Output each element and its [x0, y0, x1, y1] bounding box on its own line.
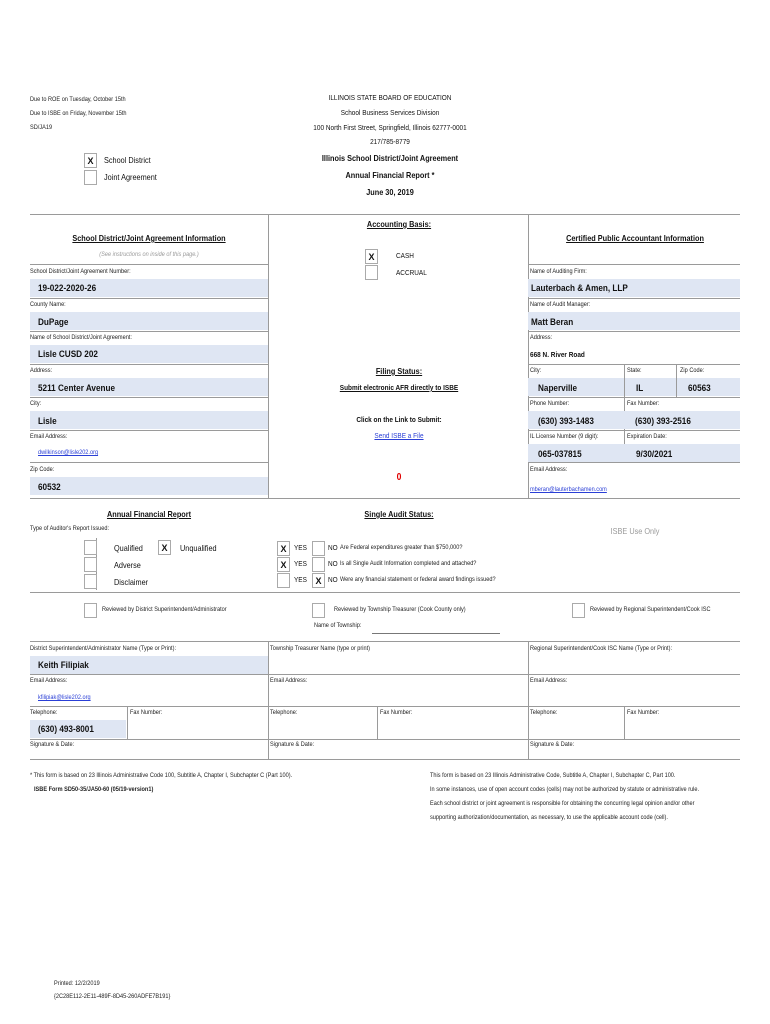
- unqualified-checkbox[interactable]: X: [158, 540, 171, 555]
- district-admin-phone-field[interactable]: (630) 493-8001: [38, 724, 94, 735]
- district-number-field[interactable]: 19-022-2020-26: [38, 283, 97, 294]
- footer-note-left: * This form is based on 23 Illinois Administrative Code 100, Subtitle A, Chapter I, Subchapter C (Part 100).: [30, 772, 293, 779]
- township-review-checkbox[interactable]: [312, 603, 325, 618]
- cpa-section-title: Certified Public Accountant Information: [566, 233, 704, 243]
- township-signature-label: Signature & Date:: [270, 741, 315, 748]
- form-number: ISBE Form SD50-35/JA50-60 (05/19-version1): [34, 786, 154, 793]
- agency-name: ILLINOIS STATE BOARD OF EDUCATION: [328, 93, 452, 102]
- township-email-label: Email Address:: [270, 677, 308, 684]
- footer-note-right-3: Each school district or joint agreement is responsible for obtaining the concurring legal opinion and/or other: [430, 800, 695, 807]
- qualified-label: Qualified: [114, 543, 143, 553]
- district-email-label: Email Address:: [30, 433, 68, 440]
- printed-date: Printed: 12/2/2019: [54, 980, 100, 987]
- single-audit-title: Single Audit Status:: [364, 509, 434, 519]
- district-admin-name-field[interactable]: Keith Filipiak: [38, 660, 89, 671]
- cpa-address-field[interactable]: 668 N. River Road: [530, 350, 585, 359]
- cpa-fax-label: Fax Number:: [627, 400, 660, 407]
- county-field[interactable]: DuPage: [38, 317, 69, 328]
- district-number-label: School District/Joint Agreement Number:: [30, 268, 131, 275]
- firm-label: Name of Auditing Firm:: [530, 268, 587, 275]
- district-section-title: School District/Joint Agreement Information: [72, 233, 226, 243]
- cpa-state-label: State:: [627, 367, 642, 374]
- audit-q1-yes-checkbox[interactable]: X: [277, 541, 290, 556]
- cpa-address-label: Address:: [530, 334, 553, 341]
- township-treasurer-name-label: Township Treasurer Name (type or print): [270, 645, 371, 652]
- audit-q2-yes-label: YES: [294, 559, 307, 568]
- regional-phone-label: Telephone:: [530, 709, 558, 716]
- audit-q2-text: Is all Single Audit Information completed and attached?: [340, 560, 477, 567]
- cpa-fax-field[interactable]: (630) 393-2516: [635, 416, 691, 427]
- manager-label: Name of Audit Manager:: [530, 301, 591, 308]
- district-admin-email-link[interactable]: kfilipiak@lisle202.org: [38, 694, 91, 701]
- cash-checkbox[interactable]: X: [365, 249, 378, 264]
- unqualified-label: Unqualified: [180, 543, 217, 553]
- filing-status-value: 0: [396, 472, 402, 483]
- cpa-state-field[interactable]: IL: [636, 383, 644, 394]
- footer-note-right-1: This form is based on 23 Illinois Administrative Code, Subtitle A, Chapter I, Subchapter C, Part 100.: [430, 772, 676, 779]
- form-code: SD/JA19: [30, 124, 53, 131]
- audit-q3-no-checkbox[interactable]: X: [312, 573, 325, 588]
- agency-phone: 217/785-8779: [370, 137, 410, 146]
- regional-signature-label: Signature & Date:: [530, 741, 575, 748]
- district-address-field[interactable]: 5211 Center Avenue: [38, 383, 116, 394]
- school-district-label: School District: [104, 155, 151, 165]
- township-review-label: Reviewed by Township Treasurer (Cook County only): [334, 606, 466, 613]
- cpa-city-field[interactable]: Naperville: [538, 383, 578, 394]
- filing-status-subtitle: Submit electronic AFR directly to ISBE: [339, 383, 459, 392]
- district-admin-phone-label: Telephone:: [30, 709, 58, 716]
- cpa-phone-label: Phone Number:: [530, 400, 570, 407]
- audit-q3-yes-checkbox[interactable]: [277, 573, 290, 588]
- district-admin-name-label: District Superintendent/Administrator Name (Type or Print):: [30, 645, 177, 652]
- district-admin-signature-label: Signature & Date:: [30, 741, 75, 748]
- regional-review-checkbox[interactable]: [572, 603, 585, 618]
- adverse-checkbox[interactable]: [84, 557, 97, 572]
- due-isbe-text: Due to ISBE on Friday, November 15th: [30, 110, 127, 117]
- report-type-label: Type of Auditor's Report Issued:: [30, 525, 110, 532]
- audit-q2-yes-checkbox[interactable]: X: [277, 557, 290, 572]
- joint-agreement-checkbox[interactable]: [84, 170, 97, 185]
- audit-q1-no-label: NO: [328, 543, 338, 552]
- cpa-email-link[interactable]: mberan@lauterbachamen.com: [530, 486, 607, 493]
- due-roe-text: Due to ROE on Tuesday, October 15th: [30, 96, 126, 103]
- joint-agreement-label: Joint Agreement: [104, 172, 157, 182]
- audit-q1-yes-label: YES: [294, 543, 307, 552]
- expiration-label: Expiration Date:: [627, 433, 667, 440]
- footer-note-right-4: supporting authorization/documentation, as necessary, to use the applicable account code (cell).: [430, 814, 668, 821]
- township-name-line[interactable]: [372, 633, 500, 634]
- disclaimer-label: Disclaimer: [114, 577, 149, 587]
- school-district-checkbox[interactable]: X: [84, 153, 97, 168]
- county-label: County Name:: [30, 301, 66, 308]
- license-label: IL License Number (9 digit):: [530, 433, 599, 440]
- send-isbe-file-link[interactable]: Send ISBE a File: [374, 431, 424, 440]
- cpa-city-label: City:: [530, 367, 542, 374]
- district-instructions: (See instructions on inside of this page.): [99, 251, 199, 258]
- cpa-email-label: Email Address:: [530, 466, 568, 473]
- regional-fax-label: Fax Number:: [627, 709, 660, 716]
- cpa-zip-field[interactable]: 60563: [688, 383, 711, 394]
- footer-note-right-2: In some instances, use of open account codes (cells) may not be authorized by statute or administrative rule.: [430, 786, 700, 793]
- cpa-zip-label: Zip Code:: [680, 367, 705, 374]
- regional-superintendent-name-label: Regional Superintendent/Cook ISC Name (Type or Print):: [530, 645, 672, 652]
- township-name-label: Name of Township:: [314, 622, 362, 629]
- form-title: Illinois School District/Joint Agreement: [321, 153, 459, 163]
- audit-q1-no-checkbox[interactable]: [312, 541, 325, 556]
- afr-title: Annual Financial Report: [106, 509, 192, 519]
- accrual-label: ACCRUAL: [396, 268, 427, 277]
- audit-q1-text: Are Federal expenditures greater than $750,000?: [340, 544, 463, 551]
- agency-address: 100 North First Street, Springfield, Illinois 62777-0001: [313, 123, 467, 132]
- district-admin-fax-label: Fax Number:: [130, 709, 163, 716]
- accounting-basis-title: Accounting Basis:: [366, 219, 432, 229]
- audit-q3-yes-label: YES: [294, 575, 307, 584]
- audit-q2-no-checkbox[interactable]: [312, 557, 325, 572]
- cpa-phone-field[interactable]: (630) 393-1483: [538, 416, 594, 427]
- adverse-label: Adverse: [114, 560, 141, 570]
- regional-email-label: Email Address:: [530, 677, 568, 684]
- fiscal-year-end: June 30, 2019: [366, 187, 414, 197]
- filing-status-title: Filing Status:: [375, 366, 423, 376]
- district-name-field[interactable]: Lisle CUSD 202: [38, 349, 98, 360]
- firm-field[interactable]: Lauterbach & Amen, LLP: [531, 283, 628, 294]
- audit-q3-text: Were any financial statement or federal award findings issued?: [340, 576, 496, 583]
- district-name-label: Name of School District/Joint Agreement:: [30, 334, 132, 341]
- manager-field[interactable]: Matt Beran: [531, 317, 574, 328]
- disclaimer-checkbox[interactable]: [84, 574, 97, 589]
- district-review-label: Reviewed by District Superintendent/Administrator: [102, 606, 227, 613]
- district-city-field[interactable]: Lisle: [38, 416, 57, 427]
- isbe-use-only: ISBE Use Only: [610, 526, 660, 536]
- district-email-link[interactable]: dwilkinson@lisle202.org: [38, 449, 99, 456]
- district-review-checkbox[interactable]: [84, 603, 97, 618]
- district-address-label: Address:: [30, 367, 53, 374]
- license-field[interactable]: 065-037815: [538, 449, 582, 460]
- document-guid: {2C28E112-2E11-489F-8D45-260ADFE7B191}: [54, 993, 171, 1000]
- audit-q2-no-label: NO: [328, 559, 338, 568]
- accrual-checkbox[interactable]: [365, 265, 378, 280]
- qualified-checkbox[interactable]: [84, 540, 97, 555]
- expiration-field[interactable]: 9/30/2021: [636, 449, 673, 460]
- form-subtitle: Annual Financial Report *: [345, 170, 435, 180]
- regional-review-label: Reviewed by Regional Superintendent/Cook ISC: [590, 606, 711, 613]
- district-city-label: City:: [30, 400, 42, 407]
- district-admin-email-label: Email Address:: [30, 677, 68, 684]
- submit-instruction: Click on the Link to Submit:: [356, 415, 442, 424]
- cash-label: CASH: [396, 251, 414, 260]
- township-phone-label: Telephone:: [270, 709, 298, 716]
- audit-q3-no-label: NO: [328, 575, 338, 584]
- division-name: School Business Services Division: [340, 108, 440, 117]
- district-zip-label: Zip Code:: [30, 466, 55, 473]
- township-fax-label: Fax Number:: [380, 709, 413, 716]
- district-zip-field[interactable]: 60532: [38, 482, 61, 493]
